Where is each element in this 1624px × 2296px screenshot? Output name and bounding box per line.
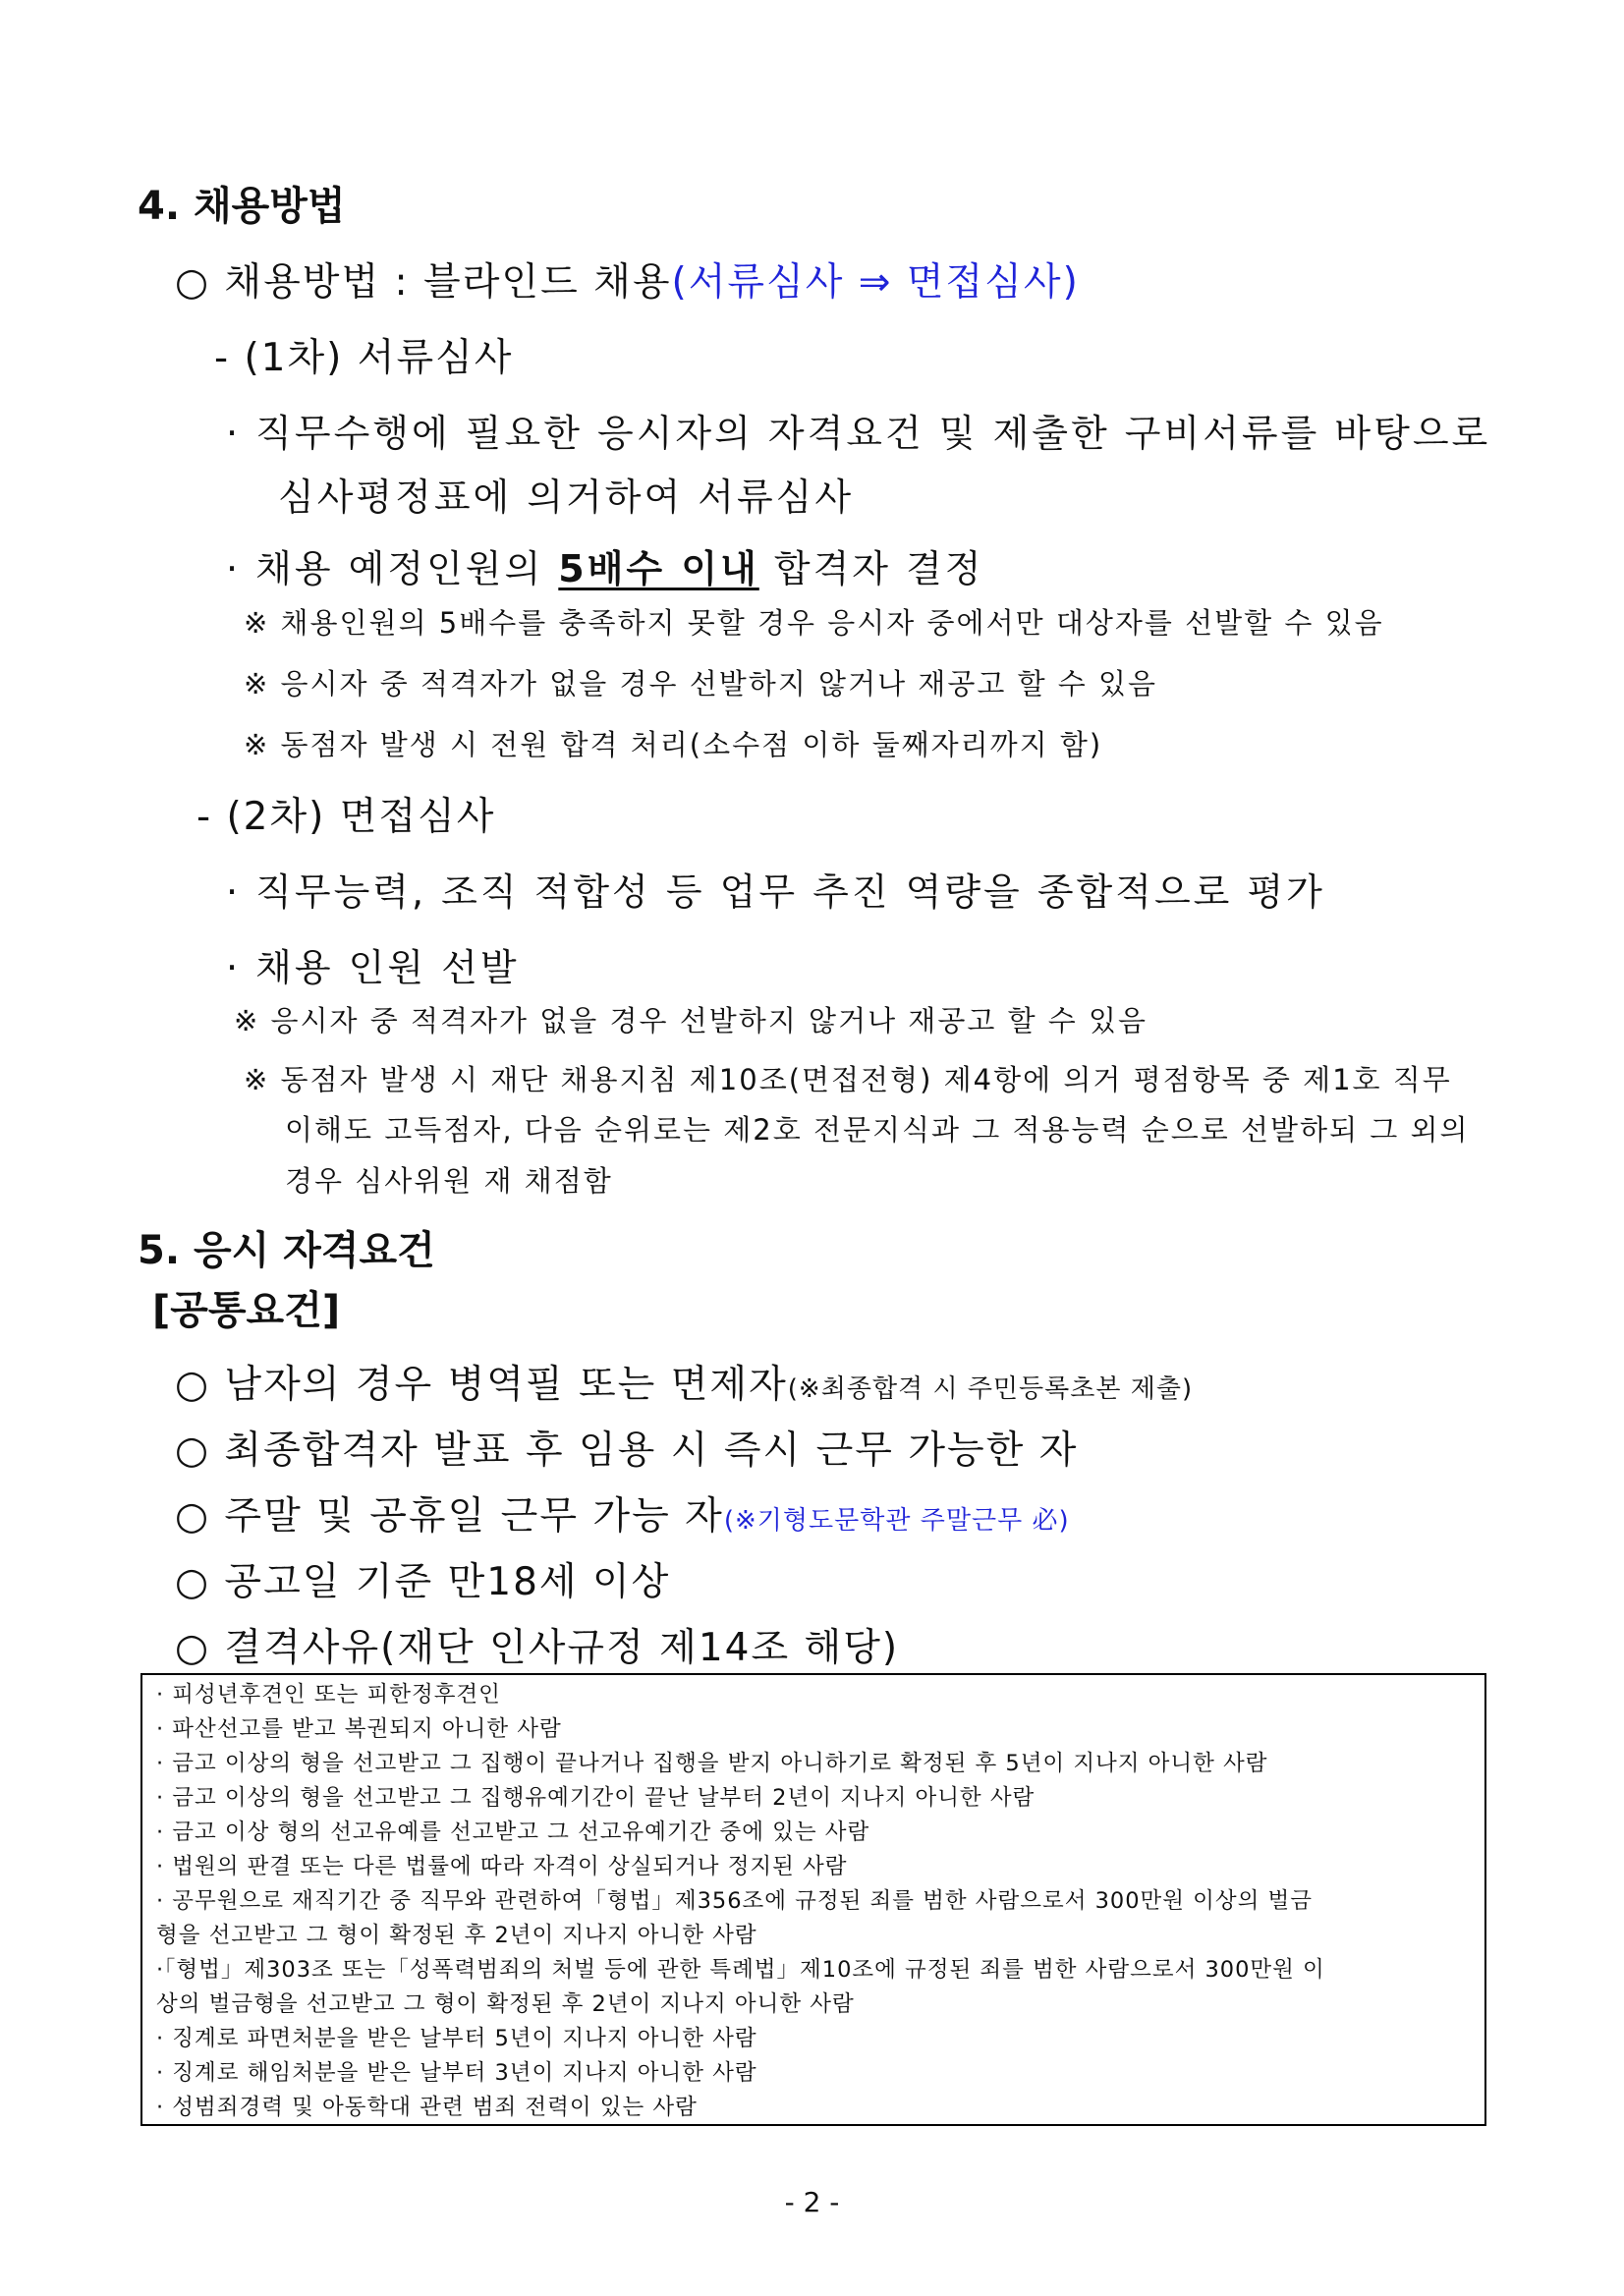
disqualification-item: · 금고 이상 형의 선고유예를 선고받고 그 선고유예기간 중에 있는 사람 xyxy=(156,1820,870,1845)
requirement-age: ○ 공고일 기준 만18세 이상 xyxy=(175,1560,671,1604)
disqualification-item: · 파산선고를 받고 복권되지 아니한 사람 xyxy=(156,1716,562,1742)
stage1-note-3: ※ 동점자 발생 시 전원 합격 처리(소수점 이하 둘째자리까지 함) xyxy=(244,728,1103,761)
requirement-military xyxy=(175,1354,1193,1409)
disqualification-item: · 법원의 판결 또는 다른 법률에 따라 자격이 상실되거나 정지된 사람 xyxy=(156,1854,848,1879)
stage1-title: - (1차) 서류심사 xyxy=(214,336,514,380)
stage1-note-1: ※ 채용인원의 5배수를 충족하지 못할 경우 응시자 중에서만 대상자를 선발할 수 있음 xyxy=(244,606,1384,640)
disqualification-item: · 금고 이상의 형을 선고받고 그 집행이 끝나거나 집행을 받지 아니하기로 확정된 후 5년이 지나지 아니한 사람 xyxy=(156,1751,1268,1776)
requirement-military-text: ○ 남자의 경우 병역필 또는 면제자 xyxy=(175,1363,788,1407)
stage1-note-2: ※ 응시자 중 적격자가 없을 경우 선발하지 않거나 재공고 할 수 있음 xyxy=(244,667,1158,700)
stage1-item2-prefix: · 채용 예정인원의 xyxy=(226,547,559,590)
stage1-item1-line1: · 직무수행에 필요한 응시자의 자격요건 및 제출한 구비서류를 바탕으로 xyxy=(226,412,1491,455)
disqualification-item: · 피성년후견인 또는 피한정후견인 xyxy=(156,1682,501,1708)
stage2-note-2-line2: 이해도 고득점자, 다음 순위로는 제2호 전문지식과 그 적용능력 순으로 선발하되 그 외의 xyxy=(285,1113,1470,1147)
disqualification-item: · 금고 이상의 형을 선고받고 그 집행유예기간이 끝난 날부터 2년이 지나지 아니한 사람 xyxy=(156,1785,1036,1811)
disqualification-item-continued: 형을 선고받고 그 형이 확정된 후 2년이 지나지 아니한 사람 xyxy=(156,1923,757,1948)
stage2-note-2-line3: 경우 심사위원 재 채점함 xyxy=(285,1164,613,1198)
stage1-item2-suffix: 합격자 결정 xyxy=(758,547,984,590)
stage2-note-1: ※ 응시자 중 적격자가 없을 경우 선발하지 않거나 재공고 할 수 있음 xyxy=(234,1004,1148,1037)
stage2-item1: · 직무능력, 조직 적합성 등 업무 추진 역량을 종합적으로 평가 xyxy=(226,870,1325,914)
page-number: - 2 - xyxy=(784,2186,840,2218)
stage2-title: - (2차) 면접심사 xyxy=(196,795,496,839)
recruit-method-label: ○ 채용방법 : 블라인드 채용 xyxy=(175,260,672,305)
stage1-item2 xyxy=(226,538,984,592)
stage2-note-2-line1: ※ 동점자 발생 시 재단 채용지침 제10조(면접전형) 제4항에 의거 평점항목 중 제1호 직무 xyxy=(244,1063,1452,1096)
requirement-military-note: (※최종합격 시 주민등록초본 제출) xyxy=(787,1374,1194,1404)
disqualification-item: · 성범죄경력 및 아동학대 관련 범죄 전력이 있는 사람 xyxy=(156,2095,698,2120)
stage2-item2: · 채용 인원 선발 xyxy=(226,946,520,989)
disqualification-item-continued: 상의 벌금형을 선고받고 그 형이 확정된 후 2년이 지나지 아니한 사람 xyxy=(156,1991,855,2017)
requirement-weekend-text: ○ 주말 및 공휴일 근무 가능 자 xyxy=(175,1494,724,1539)
recruit-method-steps: (서류심사 ⇒ 면접심사) xyxy=(671,260,1080,305)
recruit-method-line xyxy=(175,252,1080,307)
section-5-title: 5. 응시 자격요건 xyxy=(138,1228,435,1273)
stage1-item2-emphasis: 5배수 이내 xyxy=(558,547,759,590)
requirement-disqualification: ○ 결격사유(재단 인사규정 제14조 해당) xyxy=(175,1626,900,1670)
stage1-item1-line2: 심사평정표에 의거하여 서류심사 xyxy=(278,476,855,519)
requirement-immediate-start: ○ 최종합격자 발표 후 임용 시 즉시 근무 가능한 자 xyxy=(175,1428,1079,1473)
requirement-weekend-work xyxy=(175,1485,1070,1540)
common-requirements-title: [공통요건] xyxy=(152,1288,341,1333)
disqualification-item: · 공무원으로 재직기간 중 직무와 관련하여「형법」제356조에 규정된 죄를 범한 사람으로서 300만원 이상의 벌금 xyxy=(156,1888,1314,1914)
disqualification-box xyxy=(140,1673,1486,2126)
disqualification-item: ·「형법」제303조 또는「성폭력범죄의 처벌 등에 관한 특례법」제10조에 규정된 죄를 범한 사람으로서 300만원 이 xyxy=(156,1957,1325,1983)
section-4-title: 4. 채용방법 xyxy=(138,184,346,229)
disqualification-item: · 징계로 파면처분을 받은 날부터 5년이 지나지 아니한 사람 xyxy=(156,2026,757,2051)
requirement-weekend-note: (※기형도문학관 주말근무 必) xyxy=(723,1506,1070,1536)
disqualification-item: · 징계로 해임처분을 받은 날부터 3년이 지나지 아니한 사람 xyxy=(156,2060,757,2086)
